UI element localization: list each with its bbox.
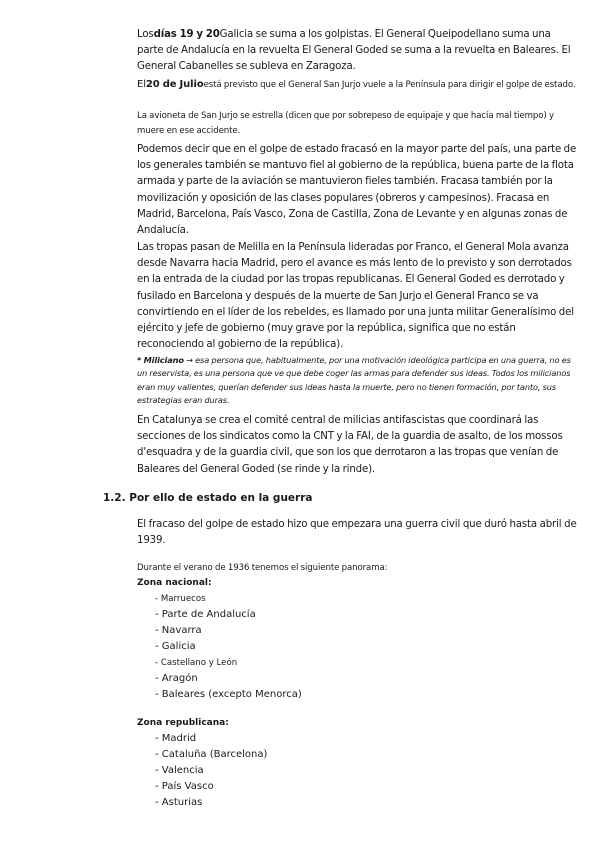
date-bold: 20 de Julio (145, 79, 204, 90)
text-run: Los (137, 29, 154, 40)
list-item: - Marruecos (155, 594, 206, 604)
list-item: - Aragón (155, 673, 198, 684)
list-item: - Madrid (155, 733, 197, 744)
text-run: está previsto que el General San Jurjo vuele a la Península para dirigir el golpe de estado. (203, 80, 576, 90)
date-bold: días 19 y 20 (153, 29, 220, 40)
section-heading: 1.2. Por ello de estado en la guerra (103, 492, 313, 504)
list-item: - País Vasco (155, 781, 214, 792)
text-lead: El fracaso del golpe de estado hizo que empezara una guerra civil que duró hasta abril de 1939. (137, 519, 577, 547)
text-catalunya: En Catalunya se crea el comité central de milicias antifascistas que coordinará las secciones de los sindicatos como la CNT y la FAI, de la guardia de asalto, de los mossos d'esquadra y de la guardia civil, que son los que derrotaron a las tropas que venían de Baleares del General Goded (se rinde y la rinde). (137, 415, 563, 475)
paragraph-20-julio (137, 77, 577, 93)
text-run: Galicia se suma a los golpistas. El General Queipodellano suma una parte de Andalucía en la revuelta El General Goded se suma a la revuelta en Baleares. El General Cabanelles se subleva en Zaragoza. (137, 29, 571, 73)
list-item: - Cataluña (Barcelona) (155, 749, 268, 760)
text-panorama: Durante el verano de 1936 tenemos el siguiente panorama: (137, 563, 388, 573)
note-miliciano (137, 354, 577, 408)
paragraph-panorama (137, 561, 577, 576)
zona-nacional (137, 576, 577, 703)
text-avioneta: La avioneta de San Jurjo se estrella (dicen que por sobrepeso de equipaje y que hacía mal tiempo) y muere en ese accidente. (137, 111, 554, 136)
paragraph-fracaso (137, 142, 577, 239)
paragraph-avioneta (137, 109, 577, 139)
note-term: * Miliciano (137, 355, 184, 365)
zona-republicana-title: Zona republicana: (137, 718, 229, 728)
text-tropas: Las tropas pasan de Melilla en la Península lideradas por Franco, el General Mola avanza desde Navarra hacia Madrid, pero el avance es más lento de lo previsto y son derrotados en la entrada de la ciudad por las tropas republicanas. El General Goded es derrotado y fusilado en Barcelona y después de la muerte de San Jurjo el General Franco se va convirtiendo en el líder de los rebeldes, es llamado por una junta militar Generalísimo del ejército y jefe de gobierno (muy grave por la república, significa que no están reconociendo al gobierno de la república). (137, 242, 574, 351)
list-item: - Valencia (155, 765, 204, 776)
arrow-icon: → (183, 355, 196, 365)
note-text: esa persona que, habitualmente, por una motivación ideológica participa en una guerra, no es un reservista, es una persona que ve que debe coger las armas para defender sus ideas. Todos los milicianos eran muy valientes, querían defender sus ideas hasta la muerte, pero no tienen formación, por tanto, sus estrategias eran duras. (137, 355, 571, 406)
list-item: - Castellano y León (155, 658, 238, 668)
list-item: - Galicia (155, 641, 196, 652)
paragraph-lead (137, 517, 577, 549)
zona-nacional-list (137, 591, 577, 703)
zona-republicana (137, 716, 577, 811)
text-fracaso: Podemos decir que en el golpe de estado fracasó en la mayor parte del país, una parte de los generales también se mantuvo fiel al gobierno de la república, buena parte de la flota armada y parte de la aviación se mantuvieron fieles también. Fracasa también por la movilización y oposición de las clases populares (obreros y campesinos). Fracasa en Madrid, Barcelona, País Vasco, Zona de Castilla, Zona de Levante y en algunas zonas de Andalucía. (137, 144, 577, 237)
list-item: - Parte de Andalucía (155, 609, 256, 620)
list-item: - Baleares (excepto Menorca) (155, 689, 302, 700)
paragraph-dias-19-20 (137, 27, 577, 76)
list-item: - Navarra (155, 625, 202, 636)
paragraph-catalunya (137, 413, 577, 478)
zona-republicana-list (137, 731, 577, 811)
text-run: El (137, 79, 146, 90)
zona-nacional-title: Zona nacional: (137, 578, 212, 588)
list-item: - Asturias (155, 797, 203, 808)
paragraph-tropas (137, 240, 577, 353)
